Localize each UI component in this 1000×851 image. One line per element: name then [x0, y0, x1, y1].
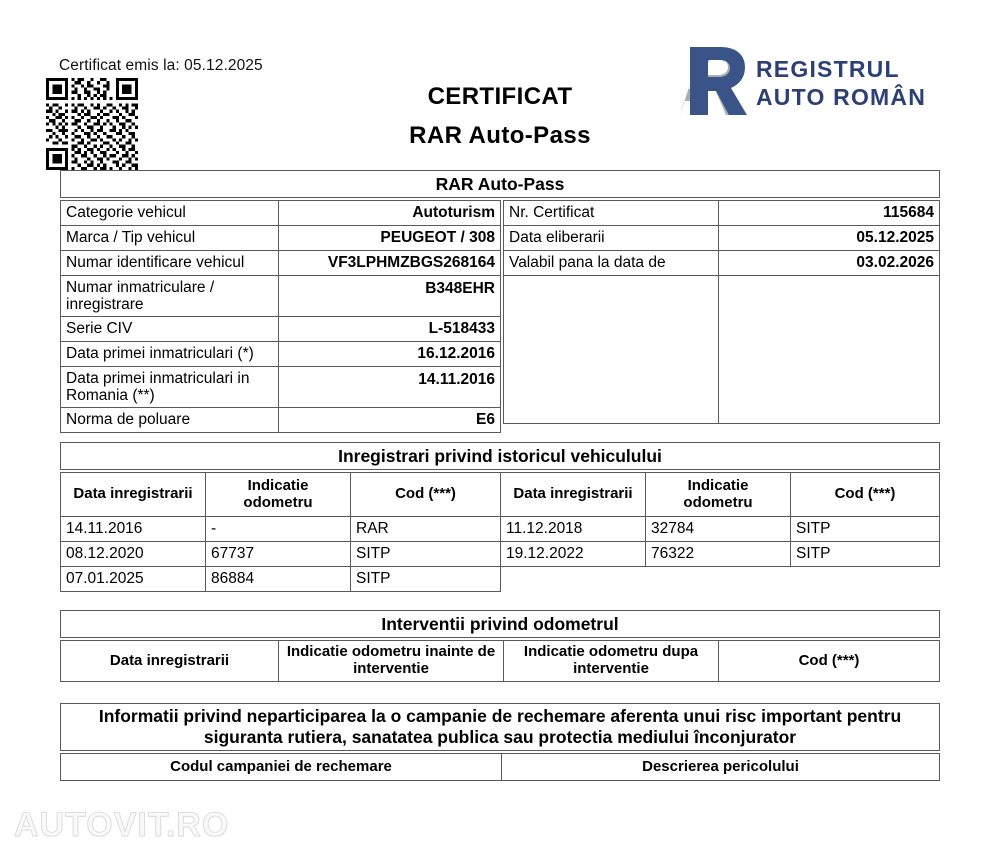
- field-value: L-518433: [279, 317, 501, 342]
- field-value: 115684: [719, 201, 940, 226]
- column-header: Codul campaniei de rechemare: [61, 754, 502, 781]
- rar-logo-line2: AUTO ROMÂN: [756, 84, 927, 111]
- empty-cell: [646, 567, 791, 592]
- table-header-row: [61, 641, 940, 682]
- history-section-banner: Inregistrari privind istoricul vehiculului: [60, 442, 940, 470]
- identity-section-banner: RAR Auto-Pass: [60, 170, 940, 198]
- column-header: Data inregistrarii: [61, 641, 279, 682]
- field-key: Serie CIV: [61, 317, 279, 342]
- rar-monogram-icon: [672, 45, 750, 117]
- table-row: [61, 251, 501, 276]
- history-odometer: 32784: [646, 517, 791, 542]
- column-header: Indicatie odometru: [646, 473, 791, 517]
- table-row: [61, 542, 940, 567]
- field-value: 14.11.2016: [279, 367, 501, 408]
- field-key: Nr. Certificat: [504, 201, 719, 226]
- table-row: [61, 567, 940, 592]
- empty-cell: [719, 276, 940, 424]
- field-value: 05.12.2025: [719, 226, 940, 251]
- history-odometer: 86884: [206, 567, 351, 592]
- recall-section-banner: Informatii privind neparticiparea la o campanie de rechemare aferenta unui risc important pentru siguranta rutiera, sanatatea publica sau protectia mediului înconjurator: [60, 703, 940, 751]
- table-row: [504, 201, 940, 226]
- table-row: [504, 251, 940, 276]
- table-row: [61, 367, 501, 408]
- history-date: 14.11.2016: [61, 517, 206, 542]
- recall-table: [60, 753, 940, 781]
- history-odometer: 76322: [646, 542, 791, 567]
- history-date: 11.12.2018: [501, 517, 646, 542]
- rar-logo-text: [756, 55, 926, 111]
- history-table: [60, 472, 940, 591]
- history-date: 19.12.2022: [501, 542, 646, 567]
- field-key: Numar inmatriculare / inregistrare: [61, 276, 279, 317]
- page-title: [300, 84, 700, 148]
- field-value: PEUGEOT / 308: [279, 226, 501, 251]
- empty-cell: [791, 567, 940, 592]
- history-code: SITP: [791, 517, 940, 542]
- table-header-row: [61, 473, 940, 517]
- rar-logo-line1: REGISTRUL: [756, 56, 900, 82]
- field-value: B348EHR: [279, 276, 501, 317]
- history-date: 07.01.2025: [61, 567, 206, 592]
- table-row: [61, 201, 501, 226]
- field-key: Data primei inmatriculari in Romania (**): [61, 367, 279, 408]
- field-key: Data eliberarii: [504, 226, 719, 251]
- empty-cell: [504, 276, 719, 424]
- column-header: Indicatie odometru inainte de interventie: [279, 641, 504, 682]
- page-title-line2: RAR Auto-Pass: [409, 122, 591, 150]
- field-value: 16.12.2016: [279, 342, 501, 367]
- table-row: [61, 408, 501, 433]
- table-row: [61, 342, 501, 367]
- field-key: Numar identificare vehicul: [61, 251, 279, 276]
- table-row: [61, 276, 501, 317]
- issued-date-label: Certificat emis la: 05.12.2025: [59, 57, 263, 74]
- table-row-filler: [504, 276, 940, 424]
- column-header: Data inregistrarii: [61, 473, 206, 517]
- column-header: Descrierea pericolului: [502, 754, 940, 781]
- odometer-table: [60, 640, 940, 682]
- field-value: 03.02.2026: [719, 251, 940, 276]
- table-header-row: [61, 754, 940, 781]
- identity-table-left: [60, 200, 501, 429]
- table-row: [504, 226, 940, 251]
- autovit-watermark: AUTOVIT.RO: [14, 806, 230, 844]
- column-header: Cod (***): [351, 473, 501, 517]
- odometer-section-banner: Interventii privind odometrul: [60, 610, 940, 638]
- column-header: Indicatie odometru: [206, 473, 351, 517]
- page-title-line1: CERTIFICAT: [427, 83, 573, 110]
- history-odometer: -: [206, 517, 351, 542]
- field-key: Data primei inmatriculari (*): [61, 342, 279, 367]
- document-header: [0, 0, 1000, 165]
- table-row: [61, 317, 501, 342]
- history-code: SITP: [791, 542, 940, 567]
- field-key: Valabil pana la data de: [504, 251, 719, 276]
- table-row: [61, 517, 940, 542]
- identity-table-right: [503, 200, 940, 424]
- column-header: Indicatie odometru dupa interventie: [504, 641, 719, 682]
- field-value: Autoturism: [279, 201, 501, 226]
- empty-cell: [501, 567, 646, 592]
- table-row: [61, 226, 501, 251]
- rar-logo: [672, 45, 972, 130]
- history-code: SITP: [351, 567, 501, 592]
- field-value: VF3LPHMZBGS268164: [279, 251, 501, 276]
- history-date: 08.12.2020: [61, 542, 206, 567]
- qr-code-icon: [46, 78, 138, 170]
- field-key: Categorie vehicul: [61, 201, 279, 226]
- column-header: Cod (***): [719, 641, 940, 682]
- column-header: Cod (***): [791, 473, 940, 517]
- field-value: E6: [279, 408, 501, 433]
- field-key: Marca / Tip vehicul: [61, 226, 279, 251]
- column-header: Data inregistrarii: [501, 473, 646, 517]
- history-odometer: 67737: [206, 542, 351, 567]
- field-key: Norma de poluare: [61, 408, 279, 433]
- history-code: SITP: [351, 542, 501, 567]
- history-code: RAR: [351, 517, 501, 542]
